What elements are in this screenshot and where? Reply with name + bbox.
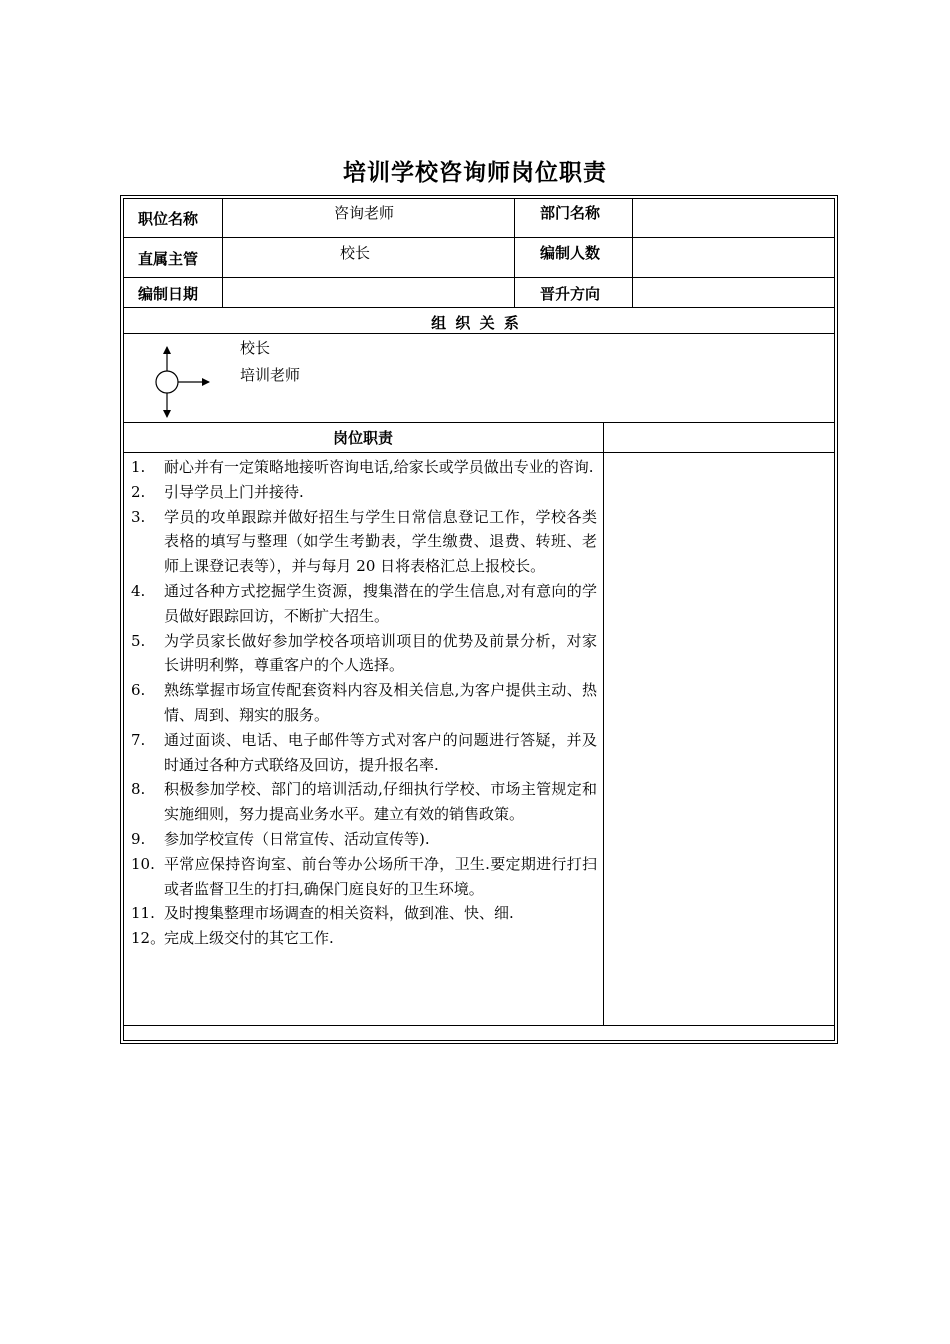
duty-text: 熟练掌握市场宣传配套资料内容及相关信息,为客户提供主动、热情、周到、翔实的服务。 — [164, 681, 597, 724]
org-peer: 培训老师 — [240, 366, 301, 384]
duty-item — [131, 678, 597, 728]
duty-item — [131, 926, 597, 951]
row-divider — [123, 237, 835, 238]
duty-text: 学员的攻单跟踪并做好招生与学生日常信息登记工作，学校各类表格的填写与整理（如学生考勤表，学生缴费、退费、转班、老师上课登记表等），并与每月 20 日将表格汇总上报校长。 — [164, 507, 597, 576]
duty-number: 2. — [131, 482, 146, 501]
duty-text: 完成上级交付的其它工作. — [164, 929, 334, 948]
duty-number: 11. — [131, 904, 155, 923]
duty-item — [131, 901, 597, 926]
headcount-label: 编制人数 — [540, 244, 601, 262]
supervisor-value: 校长 — [340, 244, 371, 262]
column-divider — [603, 422, 604, 1025]
duty-number: 6. — [131, 681, 146, 700]
duty-number: 4. — [131, 581, 146, 600]
duty-text: 通过各种方式挖掘学生资源，搜集潜在的学生信息,对有意向的学员做好跟踪回访，不断扩大招生。 — [164, 581, 597, 625]
duty-item — [131, 777, 597, 827]
duty-text: 通过面谈、电话、电子邮件等方式对客户的问题进行答疑，并及时通过各种方式联络及回访，提升报名率. — [164, 730, 597, 774]
document-title: 培训学校咨询师岗位职责 — [343, 159, 607, 186]
promotion-label: 晋升方向 — [540, 285, 601, 303]
org-superior: 校长 — [240, 339, 271, 357]
duty-text: 及时搜集整理市场调查的相关资料，做到准、快、细. — [164, 904, 514, 923]
row-divider — [123, 307, 835, 308]
position-node-icon — [156, 371, 178, 393]
row-divider — [123, 422, 835, 423]
duty-item — [131, 728, 597, 778]
duty-item — [131, 852, 597, 902]
column-divider — [222, 198, 223, 307]
duty-text: 为学员家长做好参加学校各项培训项目的优势及前景分析，对家长讲明利弊，尊重客户的个人选择。 — [164, 631, 597, 675]
duty-number: 7. — [131, 730, 146, 749]
duty-text: 引导学员上门并接待. — [164, 482, 304, 501]
org-section-header: 组 织 关 系 — [431, 314, 519, 332]
position-value: 咨询老师 — [334, 204, 395, 222]
duty-item — [131, 579, 597, 629]
row-divider — [123, 452, 835, 453]
duty-text: 平常应保持咨询室、前台等办公场所干净，卫生.要定期进行打扫或者监督卫生的打扫,确保门庭良好的卫生环境。 — [164, 854, 597, 898]
row-divider — [123, 333, 835, 334]
date-label: 编制日期 — [138, 285, 199, 303]
duty-text: 积极参加学校、部门的培训活动,仔细执行学校、市场主管规定和实施细则，努力提高业务水平。建立有效的销售政策。 — [164, 780, 597, 824]
duty-item — [131, 827, 597, 852]
duty-number: 1. — [131, 458, 146, 476]
duty-number: 9. — [131, 829, 146, 848]
duty-item — [131, 455, 597, 480]
supervisor-label: 直属主管 — [138, 250, 199, 268]
duty-text: 参加学校宣传（日常宣传、活动宣传等). — [164, 829, 430, 848]
column-divider — [514, 198, 515, 307]
duty-item — [131, 480, 597, 505]
duty-number: 3. — [131, 507, 146, 526]
duty-number: 5. — [131, 631, 146, 650]
duty-number: 12。 — [131, 929, 166, 948]
duty-item — [131, 629, 597, 679]
duties-list — [131, 455, 597, 951]
department-label: 部门名称 — [540, 204, 601, 222]
duty-text: 耐心并有一定策略地接听咨询电话,给家长或学员做出专业的咨询. — [164, 458, 594, 476]
column-divider — [632, 198, 633, 307]
position-label: 职位名称 — [138, 210, 199, 228]
duties-section-header: 岗位职责 — [332, 429, 393, 447]
org-chart-diagram — [148, 342, 218, 422]
row-divider — [123, 1025, 835, 1026]
duty-number: 10. — [131, 854, 155, 873]
duty-item — [131, 505, 597, 579]
row-divider — [123, 277, 835, 278]
duty-number: 8. — [131, 780, 146, 799]
